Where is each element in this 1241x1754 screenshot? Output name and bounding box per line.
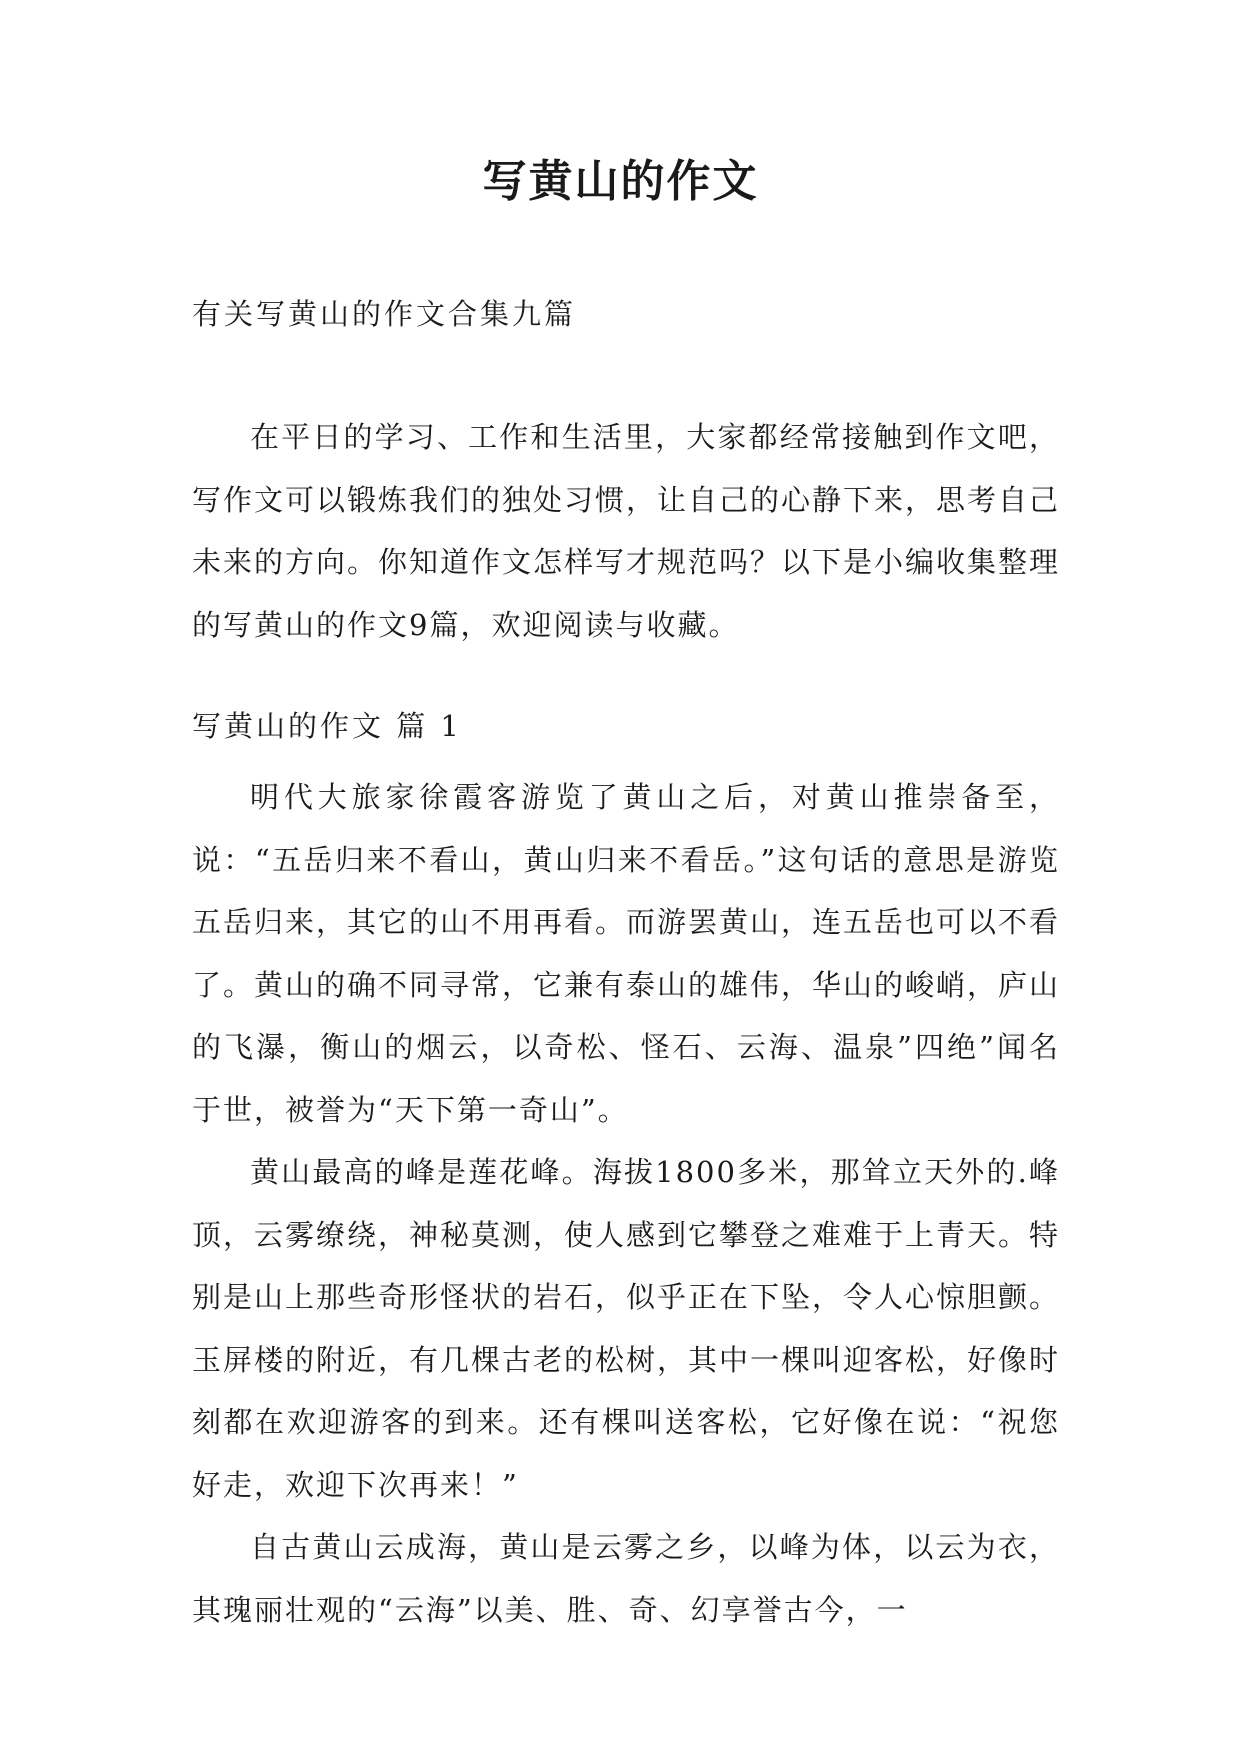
- section-heading: 写黄山的作文 篇 1: [192, 709, 462, 743]
- document-title: 写黄山的作文: [482, 156, 759, 207]
- body-paragraph: 自古黄山云成海，黄山是云雾之乡，以峰为体，以云为衣，其瑰丽壮观的“云海”以美、胜、奇、幻享誉古今，一: [192, 1530, 1060, 1627]
- intro-paragraph: 在平日的学习、工作和生活里，大家都经常接触到作文吧，写作文可以锻炼我们的独处习惯，让自己的心静下来，思考自己未来的方向。你知道作文怎样写才规范吗？以下是小编收集整理的写黄山的作文9篇，欢迎阅读与收藏。: [192, 420, 1061, 642]
- document-subtitle: 有关写黄山的作文合集九篇: [192, 297, 577, 331]
- body-paragraph: 明代大旅家徐霞客游览了黄山之后，对黄山推崇备至，说：“五岳归来不看山，黄山归来不看岳。”这句话的意思是游览五岳归来，其它的山不用再看。而游罢黄山，连五岳也可以不看了。黄山的确不同寻常，它兼有泰山的雄伟，华山的峻峭，庐山的飞瀑，衡山的烟云，以奇松、怪石、云海、温泉”四绝”闻名于世，被誉为“天下第一奇山”。: [192, 780, 1061, 1127]
- body-paragraph: 黄山最高的峰是莲花峰。海拔1800多米，那耸立天外的.峰顶，云雾缭绕，神秘莫测，使人感到它攀登之难难于上青天。特别是山上那些奇形怪状的岩石，似乎正在下坠，令人心惊胆颤。玉屏楼的附近，有几棵古老的松树，其中一棵叫迎客松，好像时刻都在欢迎游客的到来。还有棵叫送客松，它好像在说：“祝您好走，欢迎下次再来！”: [192, 1155, 1061, 1502]
- section-body: [192, 766, 1060, 1641]
